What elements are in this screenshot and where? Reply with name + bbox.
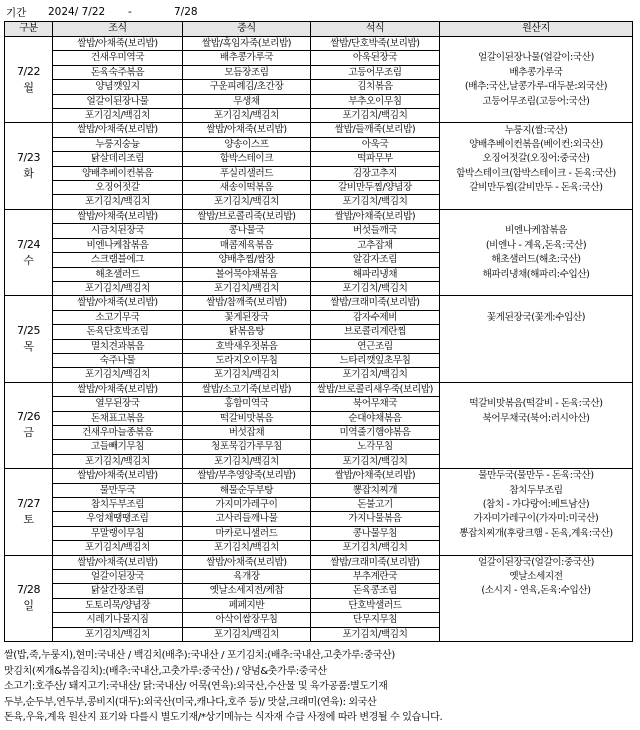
breakfast-item: 닭살데리조림 xyxy=(53,152,183,166)
day-cell xyxy=(5,382,53,468)
table-row xyxy=(5,152,633,166)
table-row xyxy=(5,339,633,353)
breakfast-item: 누룽지숭늉 xyxy=(53,137,183,151)
origin-item: 뽕잡치찌개(후랑크햄 - 돈육,계육:국산) xyxy=(440,526,633,540)
table-row xyxy=(5,65,633,79)
lunch-item: 볼어묵야채볶음 xyxy=(183,267,311,281)
dinner-item: 가지나물볶음 xyxy=(311,512,440,526)
lunch-item: 닭볶음탕 xyxy=(183,325,311,339)
lunch-item: 양송이스프 xyxy=(183,137,311,151)
note-line: 소고기:호주산/ 돼지고기:국내산/ 닭:국내산/ 어묵(연육):외국산,수산물 및 육가공품:별도기재 xyxy=(4,681,388,692)
origin-item xyxy=(440,598,633,612)
day-block xyxy=(5,37,633,123)
dinner-item: 느타리깻잎초무침 xyxy=(311,353,440,367)
dinner-item: 포기김치/백김치 xyxy=(311,109,440,123)
origin-item: 양배추베이컨볶음(베이컨:외국산) xyxy=(440,137,633,151)
table-row xyxy=(5,224,633,238)
breakfast-item: 쌀밥/아채죽(보리밥) xyxy=(53,469,183,483)
table-row xyxy=(5,498,633,512)
dinner-item: 브로콜리계란찜 xyxy=(311,325,440,339)
lunch-item: 함박스테이크 xyxy=(183,152,311,166)
origin-item xyxy=(440,613,633,627)
lunch-item: 쌀밥/아채죽(보리밥) xyxy=(183,123,311,137)
table-row xyxy=(5,411,633,425)
day-date: 7/22 xyxy=(16,64,41,78)
table-row xyxy=(5,209,633,223)
dinner-item: 돈육콩조림 xyxy=(311,584,440,598)
table-row xyxy=(5,281,633,295)
dinner-item: 포기김치/백김치 xyxy=(311,195,440,209)
day-date: 7/23 xyxy=(16,151,41,165)
day-date: 7/26 xyxy=(16,410,41,424)
table-row xyxy=(5,80,633,94)
lunch-item: 호박새우젓볶음 xyxy=(183,339,311,353)
period-start: 2024/ 7/22 xyxy=(48,6,106,18)
origin-item: 비엔나케찹볶음 xyxy=(440,224,633,238)
origin-item: 고등어무조림(고등어:국산) xyxy=(440,94,633,108)
day-weekday: 토 xyxy=(23,512,34,526)
day-block xyxy=(5,382,633,468)
dinner-item: 부추오이무침 xyxy=(311,94,440,108)
dinner-item: 포기김치/백김치 xyxy=(311,627,440,641)
dinner-item: 쌀밥/아채죽(보리밥) xyxy=(311,469,440,483)
table-row xyxy=(5,51,633,65)
breakfast-item: 건새우마늘종볶음 xyxy=(53,425,183,439)
day-weekday: 금 xyxy=(23,426,34,440)
dinner-item: 돈불고기 xyxy=(311,498,440,512)
origin-item xyxy=(440,195,633,209)
day-block xyxy=(5,209,633,295)
day-cell xyxy=(5,123,53,209)
table-row xyxy=(5,267,633,281)
lunch-item: 해물순두부탕 xyxy=(183,483,311,497)
table-row xyxy=(5,570,633,584)
table-row xyxy=(5,584,633,598)
breakfast-item: 포기김치/백김치 xyxy=(53,454,183,468)
dinner-item: 단호박샐러드 xyxy=(311,598,440,612)
origin-item: 해초샐러드(해초:국산) xyxy=(440,253,633,267)
day-weekday: 화 xyxy=(23,167,34,181)
dinner-item: 감자수제비 xyxy=(311,310,440,324)
breakfast-item: 스크램블에그 xyxy=(53,253,183,267)
table-row xyxy=(5,94,633,108)
lunch-item: 모듬장조림 xyxy=(183,65,311,79)
origin-item: (비엔나 - 계육,돈육:국산) xyxy=(440,238,633,252)
lunch-item: 포기김치/백김치 xyxy=(183,281,311,295)
breakfast-item: 소고기무국 xyxy=(53,310,183,324)
lunch-item: 포기김치/백김치 xyxy=(183,368,311,382)
dinner-item: 뽕잡치찌개 xyxy=(311,483,440,497)
note-line: 쌀(밥,죽,누룽지),현미:국내산 / 백김치(배추):국내산 / 포기김치:(배추:국내산,고춧가루:중국산) xyxy=(4,650,395,661)
breakfast-item: 쌀밥/아채죽(보리밥) xyxy=(53,123,183,137)
dinner-item: 포기김치/백김치 xyxy=(311,281,440,295)
lunch-item: 고사리들깨나물 xyxy=(183,512,311,526)
origin-item: 꽃게된장국(꽃게:수입산) xyxy=(440,310,633,324)
breakfast-item: 포기김치/백김치 xyxy=(53,627,183,641)
breakfast-item: 시금치된장국 xyxy=(53,224,183,238)
origin-item xyxy=(440,382,633,396)
day-cell xyxy=(5,37,53,123)
dinner-item: 갈비만두찜/양념장 xyxy=(311,181,440,195)
breakfast-item: 물만두국 xyxy=(53,483,183,497)
dinner-item: 단무지무침 xyxy=(311,613,440,627)
origin-item: 얼갈이된장나물(얼갈이:국산) xyxy=(440,51,633,65)
dinner-item: 김장고추지 xyxy=(311,166,440,180)
table-row xyxy=(5,526,633,540)
breakfast-item: 쌀밥/아채죽(보리밥) xyxy=(53,296,183,310)
table-row xyxy=(5,353,633,367)
header-breakfast: 조식 xyxy=(53,22,183,37)
lunch-item: 콩나물국 xyxy=(183,224,311,238)
header-origin: 원산지 xyxy=(440,22,633,37)
lunch-item: 마카로니샐러드 xyxy=(183,526,311,540)
lunch-item: 푸실리샐러드 xyxy=(183,166,311,180)
dinner-item: 포기김치/백김치 xyxy=(311,368,440,382)
table-row xyxy=(5,166,633,180)
day-weekday: 일 xyxy=(23,599,34,613)
origin-item xyxy=(440,209,633,223)
table-row xyxy=(5,627,633,641)
origin-item xyxy=(440,440,633,454)
lunch-item: 포기김치/백김치 xyxy=(183,109,311,123)
table-row xyxy=(5,296,633,310)
breakfast-item: 숙주나물 xyxy=(53,353,183,367)
origin-item xyxy=(440,109,633,123)
lunch-item: 페페지반 xyxy=(183,598,311,612)
lunch-item: 도라지오이무침 xyxy=(183,353,311,367)
lunch-item: 포기김치/백김치 xyxy=(183,195,311,209)
table-header-row xyxy=(5,22,633,37)
breakfast-item: 도토리묵/양념장 xyxy=(53,598,183,612)
dinner-item: 쌀밥/단호박죽(보리밥) xyxy=(311,37,440,51)
dinner-item: 쌀밥/브로콜리새우죽(보리밥) xyxy=(311,382,440,396)
note-line: 맛김치(찌개&볶음김치):(배추:국내산,고춧가루:중국산) / 양념&춧가루:중국산 xyxy=(4,665,327,677)
origin-item xyxy=(440,281,633,295)
table-row xyxy=(5,109,633,123)
lunch-item: 배추콩가루국 xyxy=(183,51,311,65)
dinner-item: 쌀밥/들깨죽(보리밥) xyxy=(311,123,440,137)
lunch-item: 가지미가레구이 xyxy=(183,498,311,512)
breakfast-item: 얼갈이된장국 xyxy=(53,570,183,584)
origin-notes xyxy=(4,648,636,726)
lunch-item: 쌀밥/브로콜리죽(보리밥) xyxy=(183,209,311,223)
breakfast-item: 고들빼기무침 xyxy=(53,440,183,454)
origin-item: 누룽지(쌀:국산) xyxy=(440,123,633,137)
table-row xyxy=(5,368,633,382)
table-row xyxy=(5,238,633,252)
breakfast-item: 쌀밥/아채죽(보리밥) xyxy=(53,382,183,396)
origin-item: 함박스테이크(함박스테이크 - 돈육:국산) xyxy=(440,166,633,180)
breakfast-item: 오징어젓갈 xyxy=(53,181,183,195)
table-row xyxy=(5,382,633,396)
dinner-item: 콩나물무침 xyxy=(311,526,440,540)
dinner-item: 포기김치/백김치 xyxy=(311,541,440,555)
header-lunch: 중식 xyxy=(183,22,311,37)
origin-item: 옛날소세지전 xyxy=(440,570,633,584)
table-row xyxy=(5,483,633,497)
breakfast-item: 쌀밥/아채죽(보리밥) xyxy=(53,209,183,223)
breakfast-item: 우엉채땡땡조림 xyxy=(53,512,183,526)
origin-item xyxy=(440,325,633,339)
origin-item: 물만두국(물만두 - 돈육:국산) xyxy=(440,469,633,483)
period-dash: - xyxy=(128,6,132,18)
dinner-item: 쌀밥/크래미죽(보리밥) xyxy=(311,555,440,569)
table-row xyxy=(5,555,633,569)
table-row xyxy=(5,425,633,439)
origin-item: 오징어젓갈(오징어:중국산) xyxy=(440,152,633,166)
table-row xyxy=(5,325,633,339)
origin-item xyxy=(440,454,633,468)
period-end: 7/28 xyxy=(174,6,198,18)
day-weekday: 수 xyxy=(23,253,34,267)
lunch-item: 청포묵김가루무침 xyxy=(183,440,311,454)
day-cell xyxy=(5,469,53,555)
breakfast-item: 양념깻잎지 xyxy=(53,80,183,94)
origin-item xyxy=(440,37,633,51)
breakfast-item: 시레기나물지짐 xyxy=(53,613,183,627)
dinner-item: 알감자조림 xyxy=(311,253,440,267)
breakfast-item: 참치두부조림 xyxy=(53,498,183,512)
dinner-item: 북어무채국 xyxy=(311,397,440,411)
day-date: 7/27 xyxy=(16,496,41,510)
day-block xyxy=(5,296,633,382)
lunch-item: 쌀밥/부추영양죽(보리밥) xyxy=(183,469,311,483)
table-row xyxy=(5,512,633,526)
header-day: 구분 xyxy=(5,22,53,37)
origin-item: 북어무채국(북어:러시아산) xyxy=(440,411,633,425)
origin-item xyxy=(440,353,633,367)
dinner-item: 포기김치/백김치 xyxy=(311,454,440,468)
dinner-item: 아욱된장국 xyxy=(311,51,440,65)
table-row xyxy=(5,181,633,195)
dinner-item: 노각무침 xyxy=(311,440,440,454)
breakfast-item: 돈채표고볶음 xyxy=(53,411,183,425)
origin-item: 가자미가레구이(가자미:미국산) xyxy=(440,512,633,526)
dinner-item: 버섯들깨국 xyxy=(311,224,440,238)
day-date: 7/24 xyxy=(16,237,41,251)
period-label: 기간 xyxy=(6,6,27,19)
lunch-item: 포기김치/백김치 xyxy=(183,627,311,641)
origin-item xyxy=(440,296,633,310)
lunch-item: 새송이떡볶음 xyxy=(183,181,311,195)
breakfast-item: 열무된장국 xyxy=(53,397,183,411)
dinner-item: 연근조림 xyxy=(311,339,440,353)
dinner-item: 고추잡채 xyxy=(311,238,440,252)
lunch-item: 쌀밥/흑임자죽(보리밥) xyxy=(183,37,311,51)
breakfast-item: 돈육단호박조림 xyxy=(53,325,183,339)
breakfast-item: 돈육숙주볶음 xyxy=(53,65,183,79)
lunch-item: 양배추찜/쌈장 xyxy=(183,253,311,267)
origin-item: 갈비만두찜(갈비만두 - 돈육:국산) xyxy=(440,181,633,195)
table-row xyxy=(5,598,633,612)
day-date: 7/25 xyxy=(16,324,41,338)
origin-item xyxy=(440,368,633,382)
breakfast-item: 포기김치/백김치 xyxy=(53,541,183,555)
origin-item: 떡갈비맛볶음(떡갈비 - 돈육:국산) xyxy=(440,397,633,411)
lunch-item: 무생채 xyxy=(183,94,311,108)
table-row xyxy=(5,469,633,483)
table-row xyxy=(5,541,633,555)
note-line: 돈육,우육,계육 원산지 표기와 다를시 별도기재/*상기메뉴는 식자재 수급 사정에 따라 변경될 수 있습니다. xyxy=(4,712,443,723)
dinner-item: 부추계란국 xyxy=(311,570,440,584)
lunch-item: 홍합미역국 xyxy=(183,397,311,411)
weekly-menu-table xyxy=(4,21,633,642)
lunch-item: 옛날소세지전/케찹 xyxy=(183,584,311,598)
lunch-item: 육개장 xyxy=(183,570,311,584)
lunch-item: 꽃게된장국 xyxy=(183,310,311,324)
header-dinner: 석식 xyxy=(311,22,440,37)
lunch-item: 쌀밥/아채죽(보리밥) xyxy=(183,555,311,569)
dinner-item: 미역줄기햄야볶음 xyxy=(311,425,440,439)
lunch-item: 아삭이쌈장무침 xyxy=(183,613,311,627)
breakfast-item: 포기김치/백김치 xyxy=(53,368,183,382)
lunch-item: 떡갈비맛볶음 xyxy=(183,411,311,425)
breakfast-item: 얼갈이된장나물 xyxy=(53,94,183,108)
day-weekday: 목 xyxy=(23,340,34,354)
table-row xyxy=(5,397,633,411)
day-date: 7/28 xyxy=(16,583,41,597)
breakfast-item: 닭살간장조림 xyxy=(53,584,183,598)
origin-item: (소시지 - 연육,돈육:수입산) xyxy=(440,584,633,598)
origin-item: 배추콩가루국 xyxy=(440,65,633,79)
lunch-item: 쌀밥/소고기죽(보리밥) xyxy=(183,382,311,396)
dinner-item: 고등어무조림 xyxy=(311,65,440,79)
breakfast-item: 건새우미역국 xyxy=(53,51,183,65)
breakfast-item: 쌀밥/아채죽(보리밥) xyxy=(53,555,183,569)
day-weekday: 월 xyxy=(23,80,34,94)
lunch-item: 버섯잡채 xyxy=(183,425,311,439)
origin-item: 얼갈이된장국(얼갈이:중국산) xyxy=(440,555,633,569)
origin-item xyxy=(440,425,633,439)
day-cell xyxy=(5,555,53,641)
dinner-item: 떡파무부 xyxy=(311,152,440,166)
table-row xyxy=(5,613,633,627)
breakfast-item: 양배추베이컨볶음 xyxy=(53,166,183,180)
table-row xyxy=(5,253,633,267)
dinner-item: 김치볶음 xyxy=(311,80,440,94)
origin-item: (배추:국산,날콩가루-대두분:외국산) xyxy=(440,80,633,94)
lunch-item: 쌀밥/참깨죽(보리밥) xyxy=(183,296,311,310)
breakfast-item: 포기김치/백김치 xyxy=(53,281,183,295)
dinner-item: 쌀밥/아채죽(보리밥) xyxy=(311,209,440,223)
table-row xyxy=(5,37,633,51)
origin-item: (참치 - 가다랑어:베트남산) xyxy=(440,498,633,512)
lunch-item: 포기김치/백김치 xyxy=(183,454,311,468)
lunch-item: 구운피례김/초간장 xyxy=(183,80,311,94)
table-row xyxy=(5,454,633,468)
breakfast-item: 포기김치/백김치 xyxy=(53,195,183,209)
origin-item xyxy=(440,339,633,353)
lunch-item: 매콤제육볶음 xyxy=(183,238,311,252)
breakfast-item: 포기김치/백김치 xyxy=(53,109,183,123)
breakfast-item: 쌀밥/아채죽(보리밥) xyxy=(53,37,183,51)
day-cell xyxy=(5,296,53,382)
origin-item xyxy=(440,627,633,641)
day-block xyxy=(5,555,633,641)
dinner-item: 순대야채볶음 xyxy=(311,411,440,425)
table-row xyxy=(5,123,633,137)
period-line xyxy=(6,4,198,20)
dinner-item: 아욱국 xyxy=(311,137,440,151)
note-line: 두부,순두부,연두부,콩비지(대두):외국산(미국,캐나다,호주 등)/ 맛살,크래미(연육): 외국산 xyxy=(4,696,377,708)
table-row xyxy=(5,440,633,454)
day-cell xyxy=(5,209,53,295)
breakfast-item: 비엔나케찹볶음 xyxy=(53,238,183,252)
breakfast-item: 멸치견과볶음 xyxy=(53,339,183,353)
dinner-item: 쌀밥/크래미죽(보리밥) xyxy=(311,296,440,310)
table-row xyxy=(5,195,633,209)
table-row xyxy=(5,310,633,324)
lunch-item: 포기김치/백김치 xyxy=(183,541,311,555)
origin-item: 해파리냉채(해파리:수입산) xyxy=(440,267,633,281)
origin-item: 참치두부조림 xyxy=(440,483,633,497)
dinner-item: 해파리냉채 xyxy=(311,267,440,281)
breakfast-item: 해초샐러드 xyxy=(53,267,183,281)
breakfast-item: 무말랭이무침 xyxy=(53,526,183,540)
origin-item xyxy=(440,541,633,555)
table-row xyxy=(5,137,633,151)
day-block xyxy=(5,123,633,209)
day-block xyxy=(5,469,633,555)
